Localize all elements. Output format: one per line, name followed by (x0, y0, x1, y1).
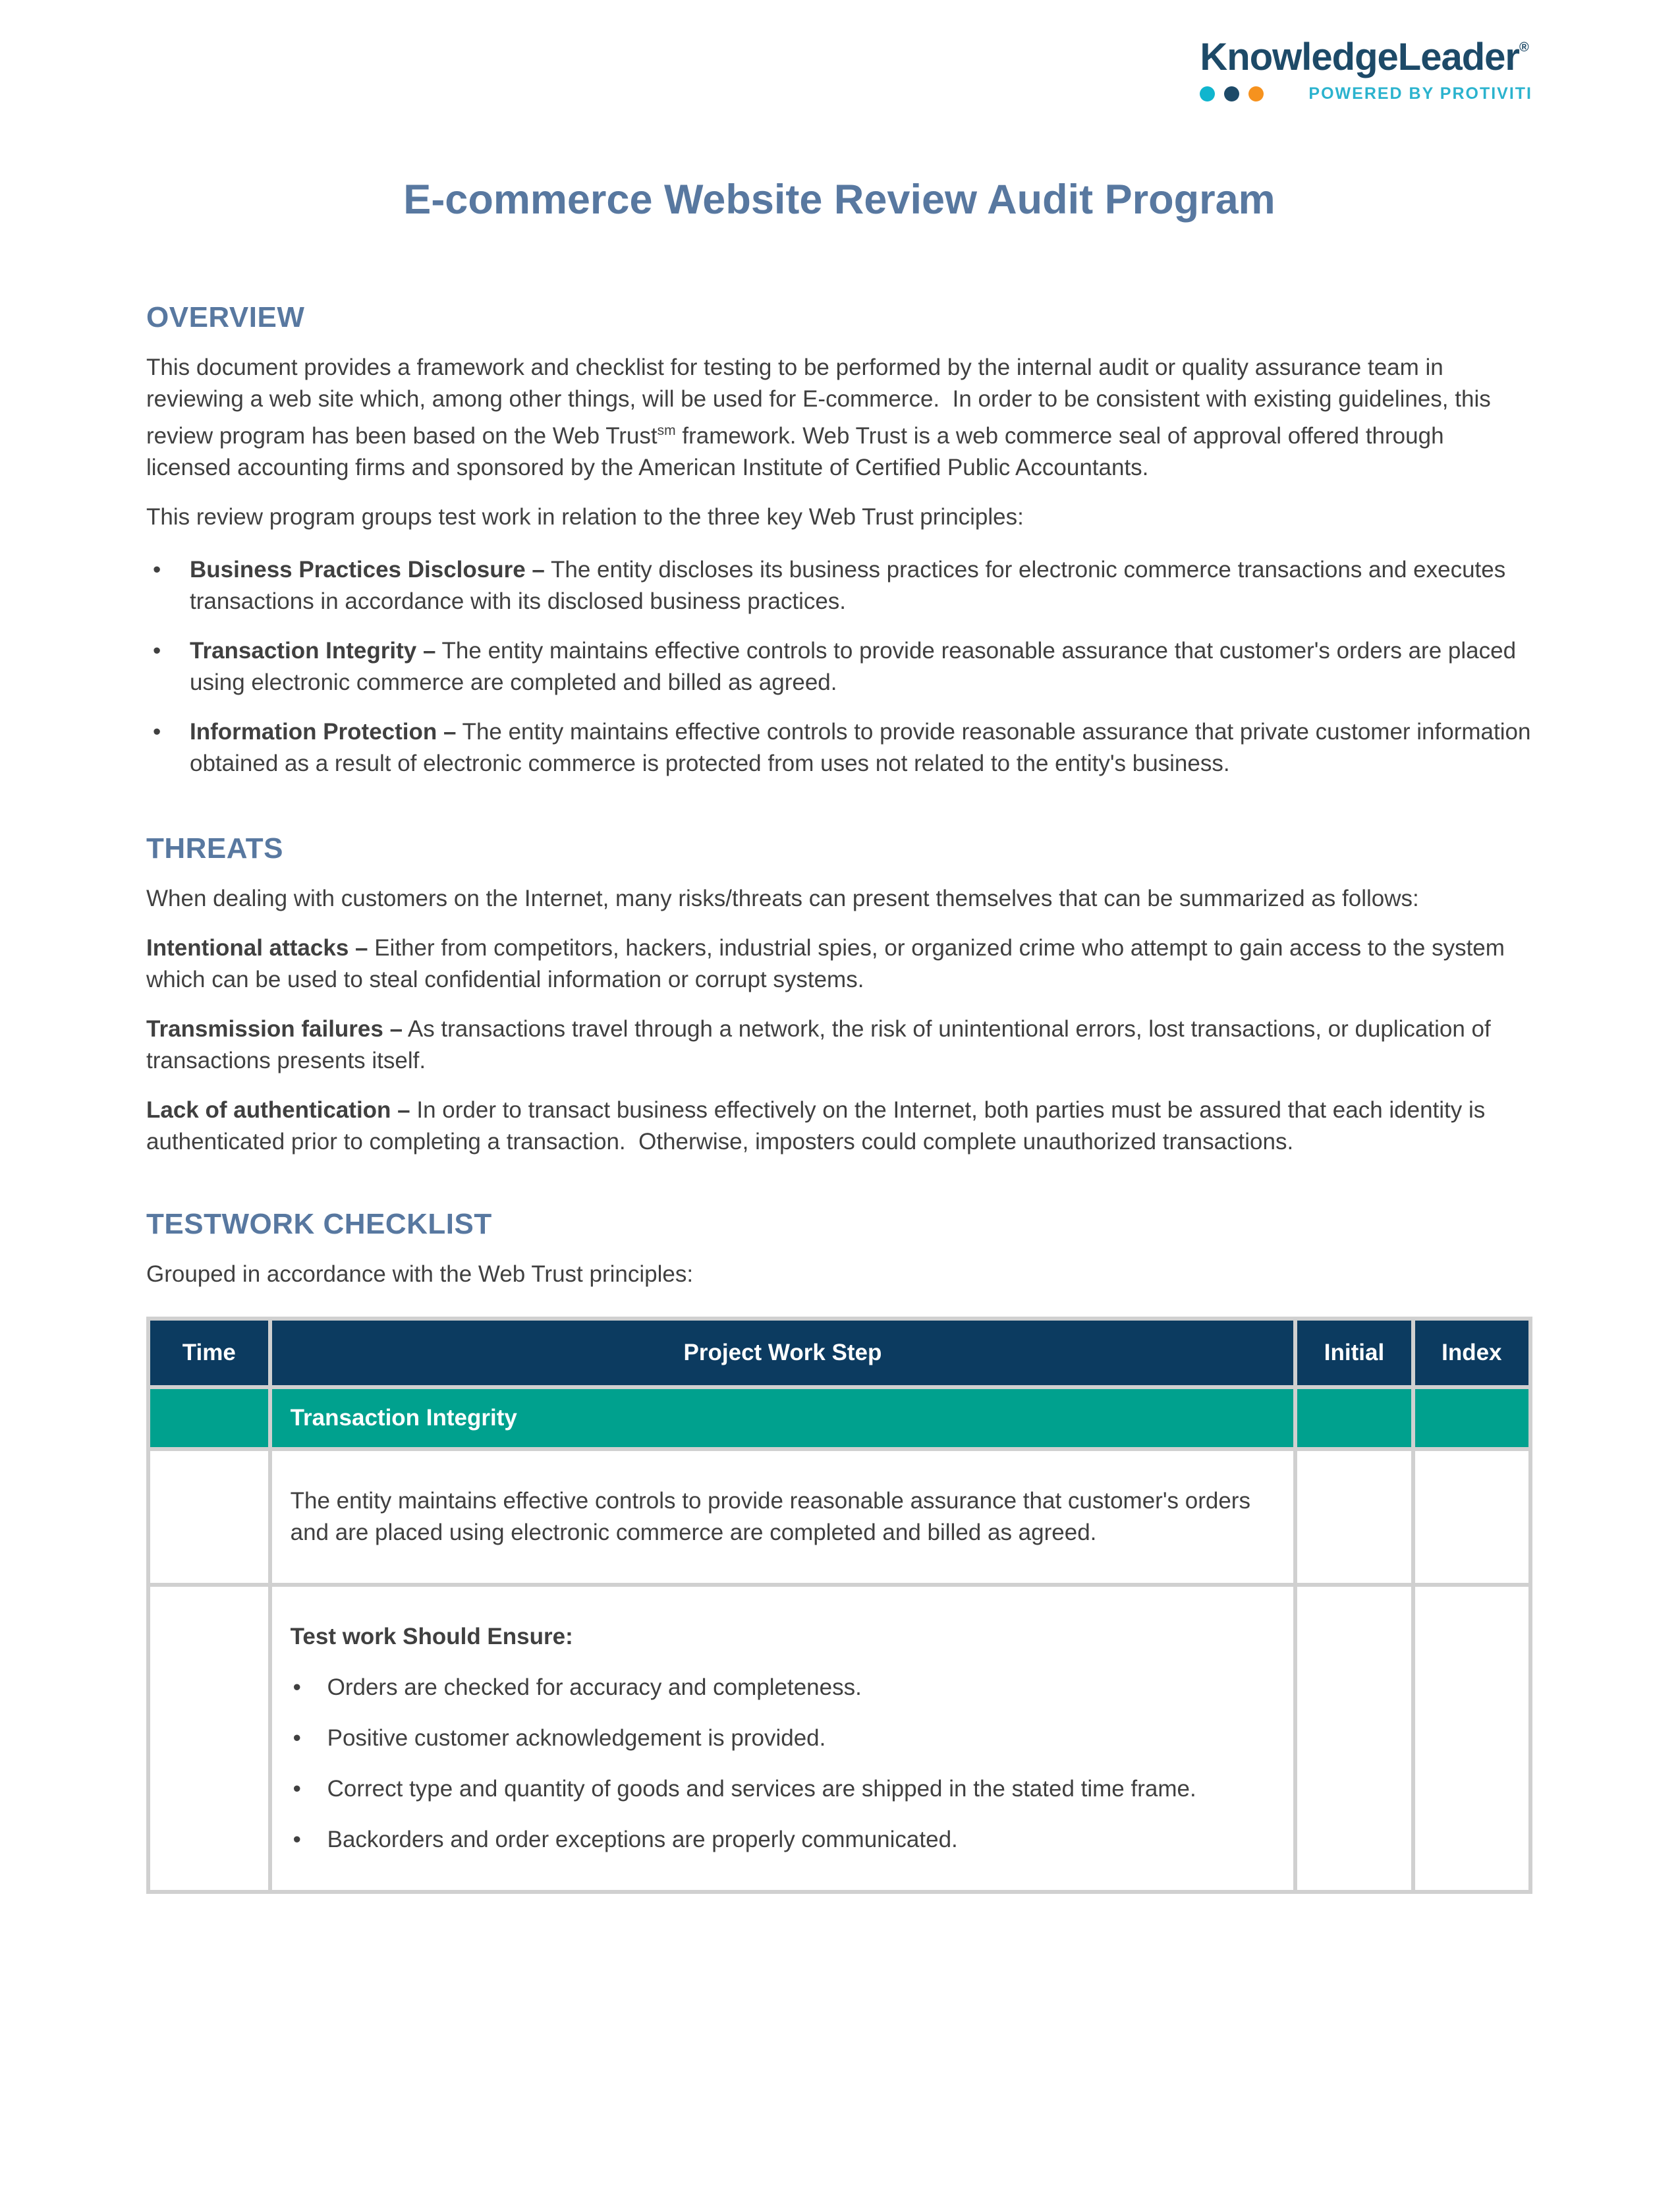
overview-paragraph-2: This review program groups test work in relation to the three key Web Trust principles: (146, 504, 1024, 530)
principle-text: The entity discloses its business practices for electronic commerce transactions and executes transactions in accordance with its disclosed business practices. (190, 557, 1512, 614)
list-item (146, 716, 1538, 780)
initial-cell-empty (1295, 1449, 1413, 1585)
column-header-project-work-step: Project Work Step (270, 1319, 1296, 1387)
time-cell-empty (148, 1449, 270, 1585)
testwork-checklist-heading: TESTWORK CHECKLIST (146, 1208, 492, 1240)
time-cell-empty (148, 1387, 270, 1449)
logo-block (146, 38, 1532, 102)
threats-intro: When dealing with customers on the Internet, many risks/threats can present themselves that can be summarized as follows: (146, 886, 1419, 911)
overview-paragraph-1-rest: framework. Web Trust is a web commerce seal of approval offered through licensed accounting firms and sponsored by the American Institute of Certified Public Accountants. (146, 423, 1451, 480)
index-cell-empty (1413, 1449, 1530, 1585)
testwork-ensure-list (291, 1672, 1268, 1856)
section-label-transaction-integrity: Transaction Integrity (270, 1387, 1296, 1449)
logo-dot-cyan-icon (1200, 86, 1215, 101)
threat-paragraph (146, 1095, 1532, 1158)
knowledgeleader-logo (1200, 38, 1532, 102)
time-cell-empty (148, 1585, 270, 1892)
testwork-checklist-table (146, 1317, 1532, 1894)
initial-cell-empty (1295, 1585, 1413, 1892)
overview-paragraph-1-lead: This document provides a framework and checklist for testing to be performed by the internal audit or quality assurance team in reviewing a web site which, among other things, will be used for E-commerce. In order to be consistent with existing guidelines, this review program has been based on the Web Trust (146, 355, 1498, 449)
list-item: • Correct type and quantity of goods and services are shipped in the stated time frame. (291, 1773, 1268, 1805)
initial-cell-empty (1295, 1387, 1413, 1449)
threat-text: Either from competitors, hackers, industrial spies, or organized crime who attempt to gain access to the system which can be used to steal confidential information or corrupt systems. (146, 935, 1511, 992)
logo-tagline: POWERED BY PROTIVITI (1308, 84, 1532, 103)
threat-paragraph (146, 932, 1532, 996)
overview-paragraph-1 (146, 352, 1532, 484)
table-header-row (148, 1319, 1530, 1387)
testwork-ensure-lead: Test work Should Ensure: (290, 1624, 573, 1649)
list-item: • Backorders and order exceptions are properly communicated. (291, 1824, 1268, 1856)
list-item: • Positive customer acknowledgement is provided. (291, 1723, 1268, 1754)
index-cell-empty (1413, 1387, 1530, 1449)
checklist-intro: Grouped in accordance with the Web Trust principles: (146, 1261, 694, 1287)
document-title: E-commerce Website Review Audit Program (403, 177, 1275, 223)
threat-lead: Transmission failures – (146, 1016, 403, 1042)
list-item: • Orders are checked for accuracy and completeness. (291, 1672, 1268, 1703)
column-header-index: Index (1413, 1319, 1530, 1387)
logo-brand-text: KnowledgeLeader (1200, 36, 1519, 78)
column-header-time: Time (148, 1319, 270, 1387)
threat-lead: Lack of authentication – (146, 1097, 410, 1123)
principle-lead: Information Protection – (190, 719, 457, 745)
web-trust-principles-list (146, 554, 1538, 780)
principle-lead: Business Practices Disclosure – (190, 557, 545, 583)
list-item (146, 635, 1532, 699)
registered-trademark-icon: ® (1519, 40, 1528, 55)
table-section-row (148, 1387, 1530, 1449)
threat-text: In order to transact business effectively on the Internet, both parties must be assured that each identity is authenticated prior to completing a transaction. Otherwise, imposters could complete unauthorized transactions. (146, 1097, 1492, 1155)
threats-heading: THREATS (146, 832, 284, 865)
threat-text: As transactions travel through a network, the risk of unintentional errors, lost transactions, or duplication of transactions presents itself. (146, 1016, 1498, 1073)
table-row (148, 1449, 1530, 1585)
principle-text: The entity maintains effective controls to provide reasonable assurance that private customer information obtained as a result of electronic commerce is protected from uses not related to the entity's business. (190, 719, 1538, 776)
index-cell-empty (1413, 1585, 1530, 1892)
work-step-testwork-cell (270, 1585, 1296, 1892)
threat-lead: Intentional attacks – (146, 935, 368, 961)
threat-paragraph (146, 1013, 1532, 1077)
principle-lead: Transaction Integrity – (190, 638, 436, 664)
service-mark-superscript: sm (657, 423, 676, 438)
table-row (148, 1585, 1530, 1892)
logo-wordmark (1200, 38, 1532, 76)
work-step-objective-cell: The entity maintains effective controls to provide reasonable assurance that customer's orders and are placed using electronic commerce are completed and billed as agreed. (270, 1449, 1296, 1585)
logo-dot-orange-icon (1248, 86, 1264, 101)
column-header-initial: Initial (1295, 1319, 1413, 1387)
principle-text: The entity maintains effective controls to provide reasonable assurance that customer's orders are placed using electronic commerce are completed and billed as agreed. (190, 638, 1523, 695)
logo-dot-navy-icon (1224, 86, 1239, 101)
logo-tagline-row (1200, 86, 1532, 102)
list-item (146, 554, 1532, 617)
overview-heading: OVERVIEW (146, 301, 305, 333)
